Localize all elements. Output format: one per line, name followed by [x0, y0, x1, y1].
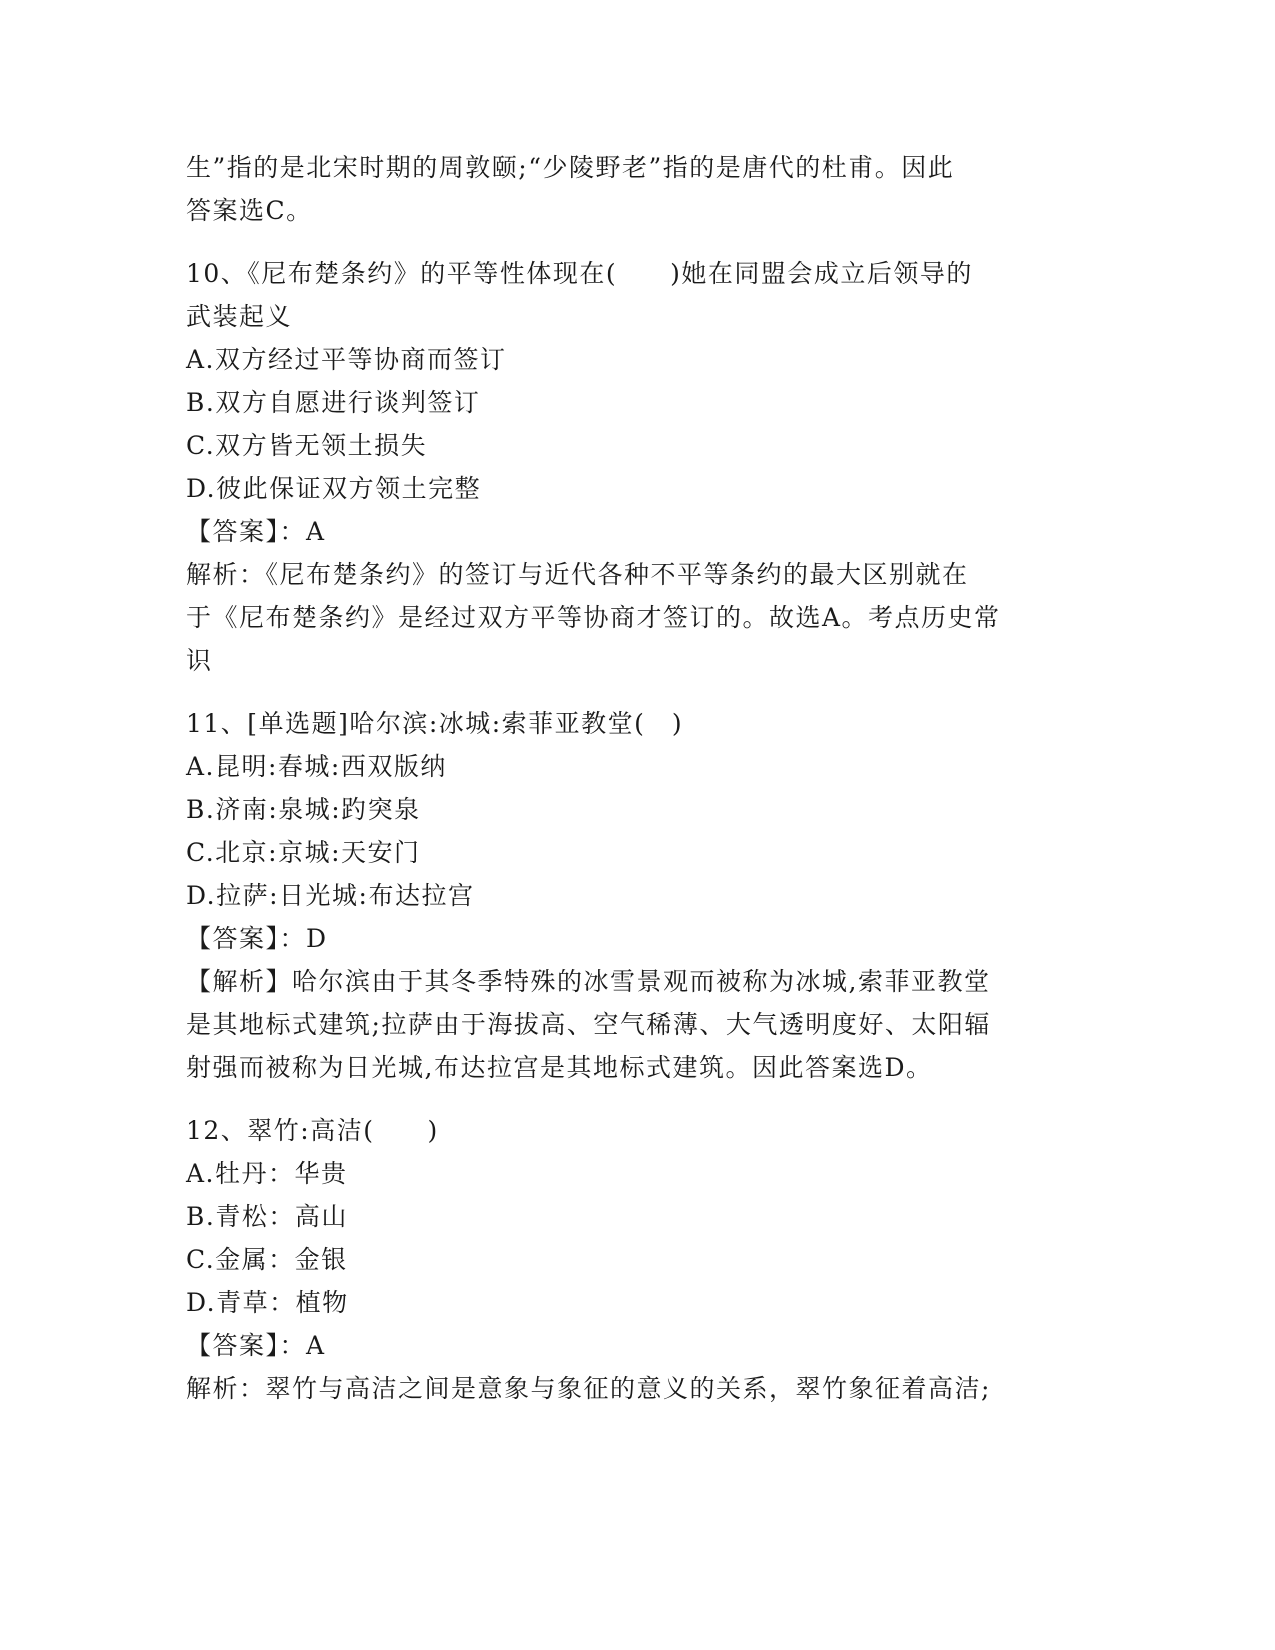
option-d: D.彼此保证双方领土完整 [186, 474, 482, 503]
intro-line: 答案选C。 [186, 196, 313, 225]
analysis-line: 识 [186, 646, 213, 675]
spacer [186, 232, 1086, 252]
question-stem: 武装起义 [186, 302, 293, 331]
document-page [186, 146, 1086, 1410]
option-b: B.双方自愿进行谈判签订 [186, 388, 481, 417]
question-stem: 11、[单选题]哈尔滨:冰城:索菲亚教堂( ) [186, 709, 684, 738]
option-b: B.青松：高山 [186, 1202, 348, 1231]
question-11 [186, 702, 1086, 1089]
analysis-line: 【解析】哈尔滨由于其冬季特殊的冰雪景观而被称为冰城,索菲亚教堂 [186, 967, 991, 996]
analysis-line: 射强而被称为日光城,布达拉宫是其地标式建筑。因此答案选D。 [186, 1053, 933, 1082]
question-stem: 12、翠竹:高洁( ) [186, 1116, 439, 1145]
option-c: C.金属：金银 [186, 1245, 348, 1274]
question-10 [186, 252, 1086, 682]
analysis-line: 是其地标式建筑;拉萨由于海拔高、空气稀薄、大气透明度好、太阳辐 [186, 1010, 991, 1039]
option-b: B.济南:泉城:趵突泉 [186, 795, 421, 824]
option-a: A.双方经过平等协商而签订 [186, 345, 507, 374]
spacer [186, 1089, 1086, 1109]
option-a: A.昆明:春城:西双版纳 [186, 752, 447, 781]
analysis-line: 于《尼布楚条约》是经过双方平等协商才签订的。故选A。考点历史常 [186, 603, 1001, 632]
option-c: C.双方皆无领土损失 [186, 431, 428, 460]
option-d: D.拉萨:日光城:布达拉宫 [186, 881, 475, 910]
analysis-line: 解析：《尼布楚条约》的签订与近代各种不平等条约的最大区别就在 [186, 560, 969, 589]
analysis-line: 解析：翠竹与高洁之间是意象与象征的意义的关系，翠竹象征着高洁; [186, 1374, 991, 1403]
intro-line: 生”指的是北宋时期的周敦颐;“少陵野老”指的是唐代的杜甫。因此 [186, 153, 955, 182]
answer-line: 【答案】：A [186, 1331, 326, 1360]
option-a: A.牡丹：华贵 [186, 1159, 348, 1188]
answer-line: 【答案】：D [186, 924, 328, 953]
spacer [186, 682, 1086, 702]
question-12 [186, 1109, 1086, 1410]
answer-line: 【答案】：A [186, 517, 326, 546]
question-stem: 10、《尼布楚条约》的平等性体现在( )她在同盟会成立后领导的 [186, 259, 973, 288]
option-c: C.北京:京城:天安门 [186, 838, 421, 867]
option-d: D.青草：植物 [186, 1288, 349, 1317]
